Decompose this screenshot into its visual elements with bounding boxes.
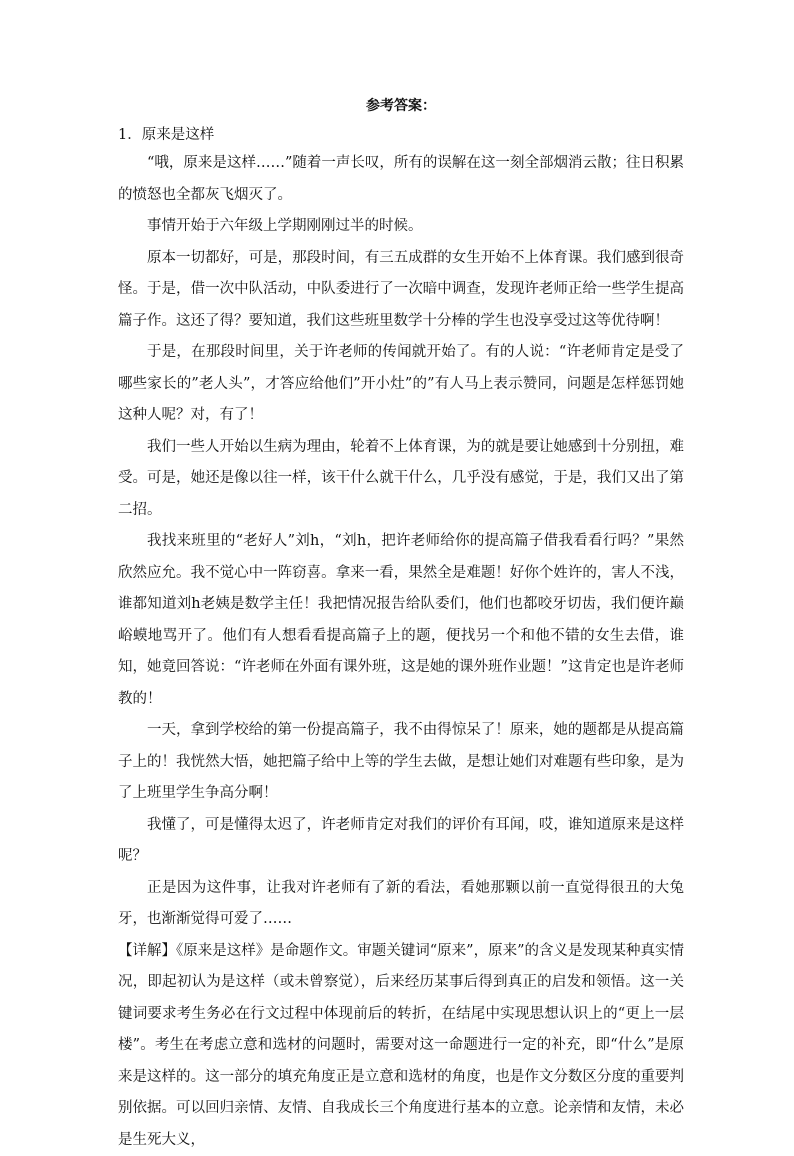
essay-paragraph: 我懂了，可是懂得太迟了，许老师肯定对我们的评价有耳闻，哎，谁知道原来是这样呢？ xyxy=(118,810,684,873)
essay-paragraph: 事情开始于六年级上学期刚刚过半的时候。 xyxy=(118,211,684,243)
analysis-label: 【详解】 xyxy=(118,943,176,959)
essay-paragraph: 我们一些人开始以生病为理由，轮着不上体育课，为的就是要让她感到十分别扭，难受。可是，她还是像以往一样，该干什么就干什么，几乎没有感觉，于是，我们又出了第二招。 xyxy=(118,432,684,527)
essay-paragraph: 正是因为这件事，让我对许老师有了新的看法，看她那颗以前一直觉得很丑的大兔牙，也渐渐觉得可爱了…… xyxy=(118,873,684,936)
essay-paragraph: “哦，原来是这样……”随着一声长叹，所有的误解在这一刻全部烟消云散；往日积累的愤怒也全都灰飞烟灭了。 xyxy=(118,148,684,211)
essay-paragraph: 原本一切都好，可是，那段时间，有三五成群的女生开始不上体育课。我们感到很奇怪。于是，借一次中队活动，中队委进行了一次暗中调查，发现许老师正给一些学生提高篇子作。这还了得？要知道，我们这些班里数学十分棒的学生也没享受过这等优待啊！ xyxy=(118,243,684,338)
question-heading: 1．原来是这样 xyxy=(118,122,684,148)
answer-content xyxy=(118,96,684,1156)
analysis-text: 《原来是这样》是命题作文。审题关键词“原来”，原来”的含义是发现某种真实情况，即起初认为是这样（或未曾察觉），后来经历某事后得到真正的启发和领悟。这一关键词要求考生务必在行文过程中体现前后的转折，在结尾中实现思想认识上的“更上一层楼”。考生在考虑立意和选材的问题时，需要对这一命题进行一定的补充，即“什么”是原来是这样的。这一部分的填充角度正是立意和选材的角度，也是作文分数区分度的重要判别依据。可以回归亲情、友情、自我成长三个角度进行基本的立意。论亲情和友情，未必是生死大义， xyxy=(118,943,684,1148)
essay-paragraph: 我找来班里的“老好人”刘h，“刘h，把许老师给你的提高篇子借我看看行吗？”果然欣然应允。我不觉心中一阵窃喜。拿来一看，果然全是难题！好你个姓许的，害人不浅，谁都知道刘h老姨是数学主任！我把情况报告给队委们，他们也都咬牙切齿，我们便许巅峪蟆地骂开了。他们有人想看看提高篇子上的题，便找另一个和他不错的女生去借，谁知，她竟回答说：“许老师在外面有课外班，这是她的课外班作业题！”这肯定也是许老师教的！ xyxy=(118,526,684,715)
page-title: 参考答案： xyxy=(118,96,684,116)
essay-paragraph: 于是，在那段时间里，关于许老师的传闻就开始了。有的人说：“许老师肯定是受了哪些家长的”老人头”，才答应给他们”开小灶”的”有人马上表示赞同，问题是怎样惩罚她这种人呢？对，有了！ xyxy=(118,337,684,432)
essay-paragraph: 一天，拿到学校给的第一份提高篇子，我不由得惊呆了！原来，她的题都是从提高篇子上的！我恍然大悟，她把篇子给中上等的学生去做，是想让她们对难题有些印象，是为了上班里学生争高分啊！ xyxy=(118,715,684,810)
